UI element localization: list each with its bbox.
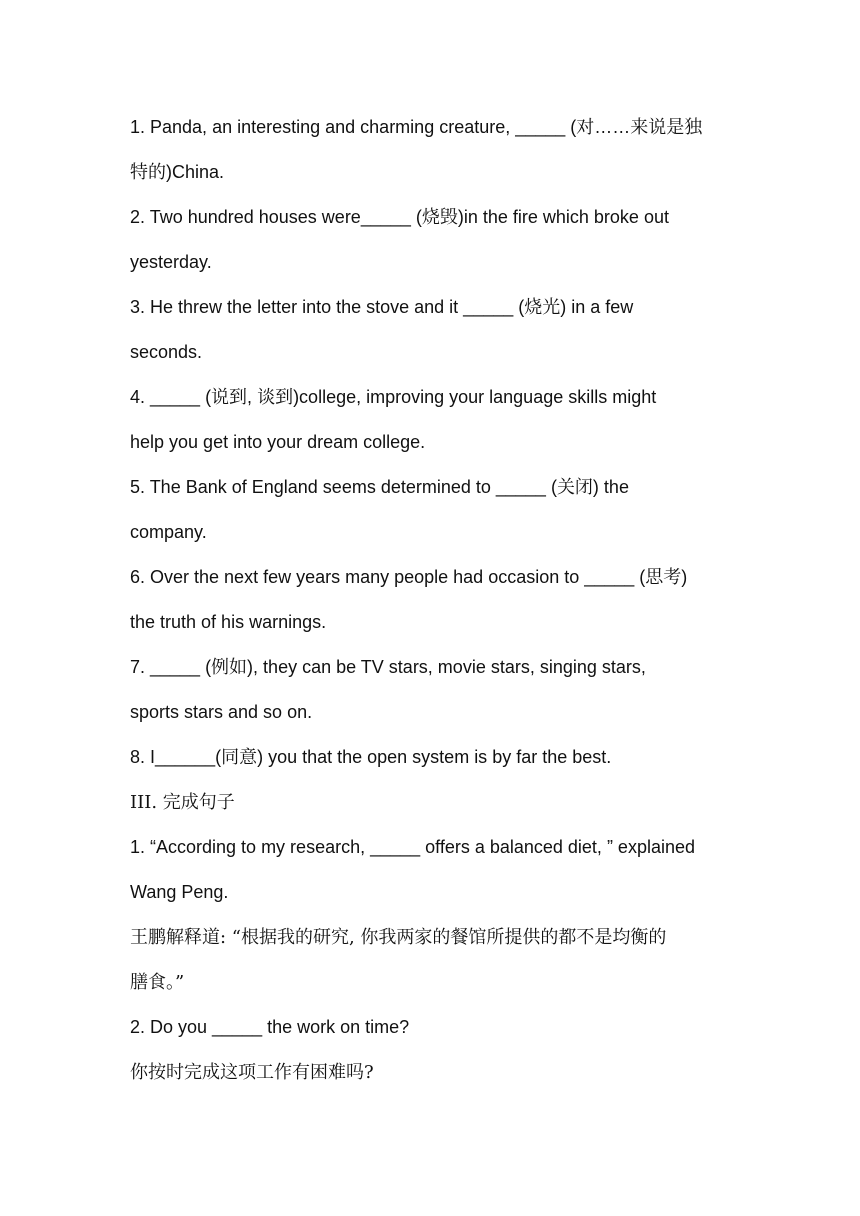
text-line: 4. _____ (说到, 谈到)college, improving your language skills might <box>130 387 657 407</box>
text-line: sports stars and so on. <box>130 702 313 722</box>
text-line: seconds. <box>130 342 203 362</box>
text-line: help you get into your dream college. <box>130 432 426 452</box>
translation-line: 膳食。” <box>130 972 185 993</box>
translation-line: 王鹏解释道: “根据我的研究, 你我两家的餐馆所提供的都不是均衡的 <box>130 927 667 948</box>
text-line: 2. Do you _____ the work on time? <box>130 1017 410 1037</box>
document-body <box>130 105 735 1095</box>
text-line: 5. The Bank of England seems determined to _____ (关闭) the <box>130 477 629 497</box>
text-line: 1. Panda, an interesting and charming creature, _____ (对……来说是独 <box>130 117 703 137</box>
text-line: the truth of his warnings. <box>130 612 327 632</box>
text-line: yesterday. <box>130 252 212 272</box>
translation-line: 你按时完成这项工作有困难吗? <box>130 1062 374 1083</box>
text-line: 7. _____ (例如), they can be TV stars, movie stars, singing stars, <box>130 657 646 677</box>
text-line: company. <box>130 522 207 542</box>
text-line: Wang Peng. <box>130 882 229 902</box>
text-line: 3. He threw the letter into the stove and it _____ (烧光) in a few <box>130 297 634 317</box>
text-line: 特的)China. <box>130 162 225 182</box>
text-line: 8. I______(同意) you that the open system is by far the best. <box>130 747 612 767</box>
text-line: 2. Two hundred houses were_____ (烧毁)in the fire which broke out <box>130 207 669 227</box>
text-line: 6. Over the next few years many people had occasion to _____ (思考) <box>130 567 688 587</box>
text-line: 1. “According to my research, _____ offers a balanced diet, ” explained <box>130 837 695 857</box>
section-heading: III. 完成句子 <box>130 792 235 813</box>
